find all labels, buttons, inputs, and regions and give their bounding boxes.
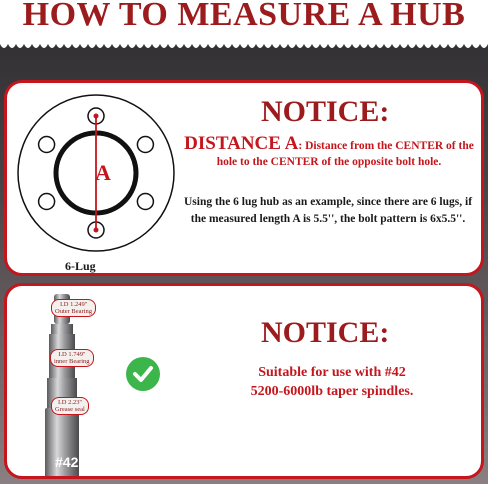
distance-a-letter: A <box>95 160 111 185</box>
bolt-pattern-example: Using the 6 lug hub as an example, since there are 6 lugs, if the measured length A is 5.5'', the bolt pattern is 6x5.5''. <box>183 196 473 225</box>
notice-heading-2: NOTICE: <box>261 316 390 349</box>
distance-a-text: : Distance from the CENTER of the hole to the CENTER of the opposite bolt hole. <box>216 140 474 168</box>
lug-count-label: 6-Lug <box>65 259 96 273</box>
notice-heading-1: NOTICE: <box>261 95 390 128</box>
header-banner <box>0 0 488 44</box>
page-title: HOW TO MEASURE A HUB <box>22 0 466 33</box>
spindle-number: #42 <box>55 454 79 470</box>
check-circle-icon <box>126 357 160 391</box>
lug-hole <box>137 194 153 210</box>
suitability-text: Suitable for use with #42 5200-6000lb taper spindles. <box>250 365 414 399</box>
grease-seal-label: I.D 2.23'' Grease seal <box>51 397 89 415</box>
hub-diagram <box>11 87 181 276</box>
lug-hole <box>39 194 55 210</box>
scallop-edge <box>0 40 488 54</box>
inner-bearing-label: I.D 1.749'' inner Bearing <box>50 349 94 367</box>
lug-hole <box>39 137 55 153</box>
notice-panel-spindle <box>4 283 484 479</box>
distance-a-description <box>179 133 479 170</box>
outer-bearing-label: I.D 1.249'' Outer Bearing <box>51 299 96 317</box>
lug-hole <box>137 137 153 153</box>
notice-panel-distance <box>4 80 484 276</box>
distance-a-heading: DISTANCE A <box>184 133 299 154</box>
